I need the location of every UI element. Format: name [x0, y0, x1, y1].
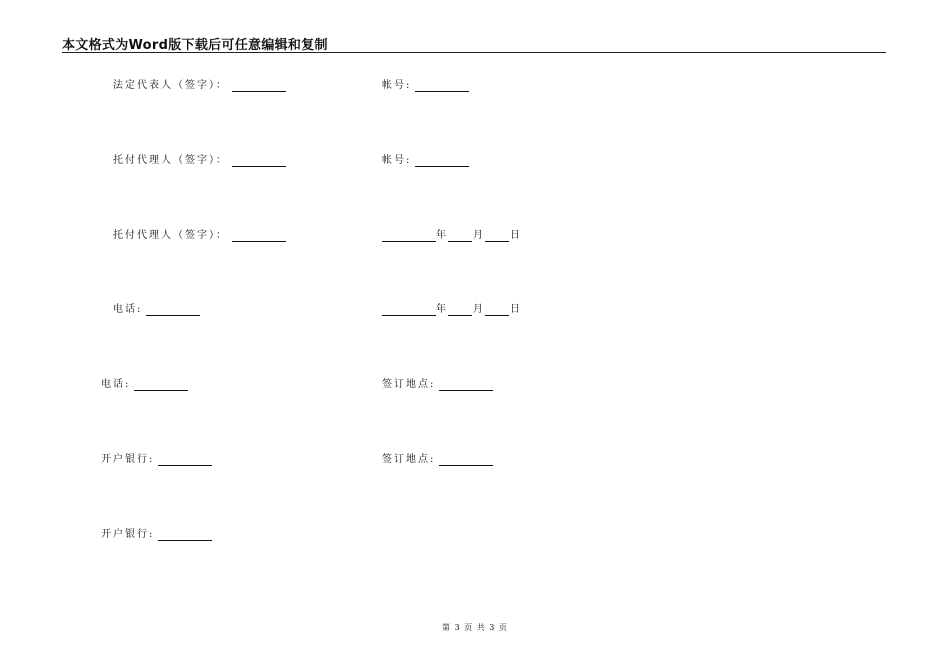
day-blank: [485, 231, 509, 242]
field-label: 签订地点:: [382, 454, 436, 465]
phone-field-2: [101, 379, 188, 391]
signing-place-field: [382, 379, 493, 391]
fill-in-blank: [232, 156, 286, 167]
page-footer: [0, 622, 950, 633]
fill-in-blank: [134, 380, 188, 391]
account-number-field: [382, 80, 469, 92]
field-label: 电话:: [113, 304, 143, 315]
fill-in-blank: [415, 81, 469, 92]
field-label: 开户银行:: [101, 454, 155, 465]
fill-in-blank: [158, 455, 212, 466]
phone-field: [113, 304, 200, 316]
field-label: 签订地点:: [382, 379, 436, 390]
field-label: 托付代理人（签字）：: [113, 230, 228, 241]
fill-in-blank: [232, 231, 286, 242]
account-number-field-2: [382, 155, 469, 167]
legal-rep-signature-field: [113, 80, 286, 92]
field-label: 帐号:: [382, 155, 412, 166]
fill-in-blank: [439, 380, 493, 391]
fill-in-blank: [146, 305, 200, 316]
page-number: 第 3 页 共 3 页: [442, 623, 508, 632]
year-label: 年: [436, 230, 447, 241]
page-header: [62, 34, 886, 53]
day-label: 日: [510, 304, 521, 315]
field-label: 电话:: [101, 379, 131, 390]
bank-field: [101, 454, 212, 466]
field-label: 托付代理人（签字）：: [113, 155, 228, 166]
date-field: [382, 230, 521, 242]
year-label: 年: [436, 304, 447, 315]
month-blank: [448, 231, 472, 242]
fill-in-blank: [232, 81, 286, 92]
day-blank: [485, 305, 509, 316]
bank-field-2: [101, 529, 212, 541]
field-label: 法定代表人（签字）：: [113, 80, 228, 91]
month-blank: [448, 305, 472, 316]
fill-in-blank: [158, 530, 212, 541]
month-label: 月: [473, 304, 484, 315]
header-title: 本文格式为Word版下载后可任意编辑和复制: [62, 38, 328, 53]
agent-signature-field-2: [113, 230, 286, 242]
field-label: 开户银行:: [101, 529, 155, 540]
year-blank: [382, 305, 436, 316]
fill-in-blank: [439, 455, 493, 466]
date-field-2: [382, 304, 521, 316]
signing-place-field-2: [382, 454, 493, 466]
day-label: 日: [510, 230, 521, 241]
field-label: 帐号:: [382, 80, 412, 91]
year-blank: [382, 231, 436, 242]
month-label: 月: [473, 230, 484, 241]
agent-signature-field: [113, 155, 286, 167]
fill-in-blank: [415, 156, 469, 167]
